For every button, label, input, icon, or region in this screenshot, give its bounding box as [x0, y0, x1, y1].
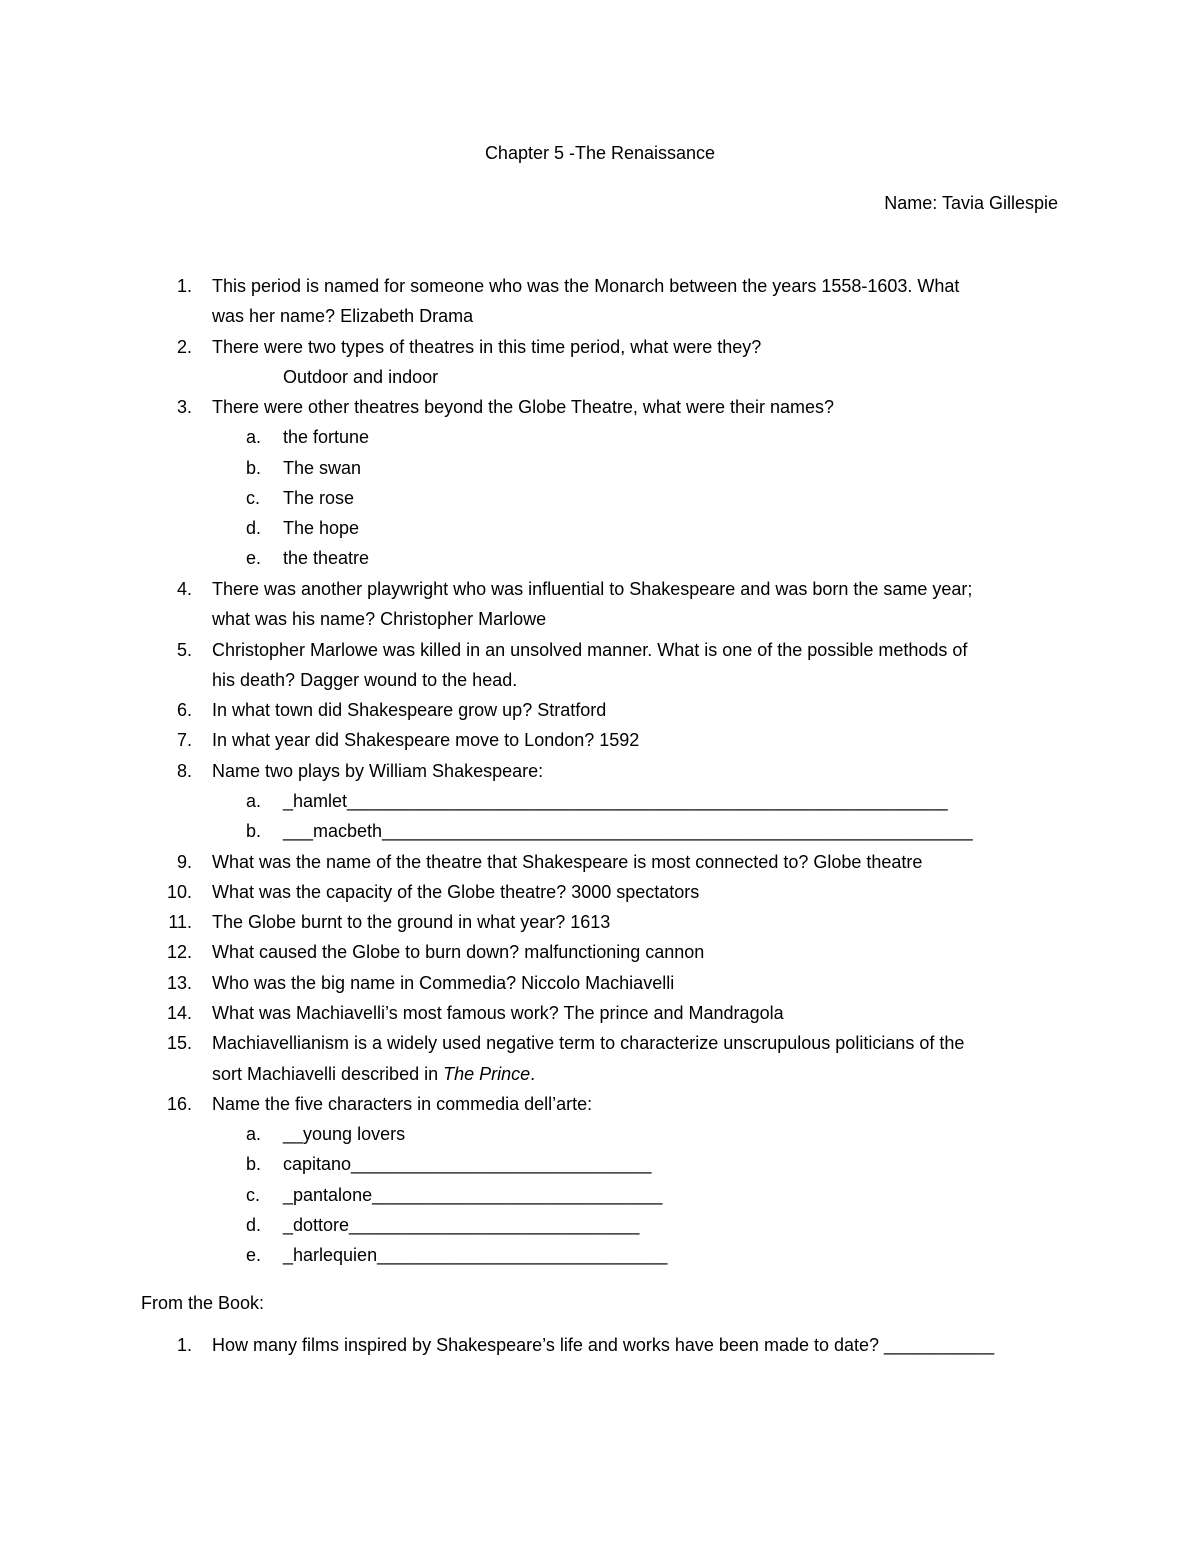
item-letter: b. [246, 821, 262, 841]
question-text: How many films inspired by Shakespeare’s life and works have been made to date? ___________ [212, 1335, 995, 1355]
question-text: There were two types of theatres in this time period, what were they? [212, 337, 762, 357]
question-text: what was his name? Christopher Marlowe [212, 609, 547, 629]
question-text: sort Machiavelli described in [212, 1064, 444, 1084]
question-number: 9. [176, 852, 192, 872]
item-letter: b. [246, 458, 262, 478]
question-number: 16. [166, 1094, 192, 1114]
item-letter: e. [246, 548, 262, 568]
item-text: capitano______________________________ [283, 1154, 652, 1174]
section-heading: From the Book: [141, 1293, 265, 1313]
item-letter: c. [246, 1185, 261, 1205]
item-text: _hamlet____________________________________________________________ [283, 791, 948, 811]
item-letter: a. [246, 791, 262, 811]
item-text: _harlequien_____________________________ [283, 1245, 668, 1265]
question-number: 6. [176, 700, 192, 720]
book-title: The Prince [443, 1064, 531, 1084]
question-number: 13. [166, 973, 192, 993]
question-text: In what town did Shakespeare grow up? Stratford [212, 700, 607, 720]
answer-text: Outdoor and indoor [283, 367, 439, 387]
question-text: The Globe burnt to the ground in what year? 1613 [212, 912, 611, 932]
item-text: The rose [283, 488, 355, 508]
question-text: There were other theatres beyond the Globe Theatre, what were their names? [212, 397, 835, 417]
item-letter: c. [246, 488, 261, 508]
student-name: Name: Tavia Gillespie [884, 193, 1058, 213]
question-number: 15. [166, 1033, 192, 1053]
item-letter: d. [246, 1215, 262, 1235]
punctuation: . [530, 1064, 536, 1084]
question-text: What was the capacity of the Globe theatre? 3000 spectators [212, 882, 700, 902]
question-number: 8. [176, 761, 192, 781]
item-text: ___macbeth___________________________________________________________ [283, 821, 973, 841]
item-text: _dottore_____________________________ [283, 1215, 640, 1235]
question-text: In what year did Shakespeare move to London? 1592 [212, 730, 640, 750]
question-text: his death? Dagger wound to the head. [212, 670, 518, 690]
question-text: Christopher Marlowe was killed in an unsolved manner. What is one of the possible methods of [212, 640, 968, 660]
question-text: Name two plays by William Shakespeare: [212, 761, 544, 781]
item-letter: a. [246, 427, 262, 447]
item-letter: e. [246, 1245, 262, 1265]
question-text: Who was the big name in Commedia? Niccolo Machiavelli [212, 973, 675, 993]
item-text: __young lovers [283, 1124, 406, 1144]
item-letter: a. [246, 1124, 262, 1144]
question-text: Machiavellianism is a widely used negative term to characterize unscrupulous politicians of the [212, 1033, 965, 1053]
page-title: Chapter 5 -The Renaissance [484, 143, 716, 163]
question-number: 1. [176, 276, 192, 296]
item-text: _pantalone_____________________________ [283, 1185, 663, 1205]
question-text: was her name? Elizabeth Drama [212, 306, 474, 326]
question-text: What caused the Globe to burn down? malfunctioning cannon [212, 942, 705, 962]
question-number: 12. [166, 942, 192, 962]
question-text: There was another playwright who was influential to Shakespeare and was born the same year; [212, 579, 973, 599]
question-number: 1. [176, 1335, 192, 1355]
question-text: What was Machiavelli’s most famous work? The prince and Mandragola [212, 1003, 784, 1023]
question-text-line [212, 1062, 535, 1086]
item-text: The hope [283, 518, 360, 538]
item-text: the fortune [283, 427, 370, 447]
question-number: 7. [176, 730, 192, 750]
question-text: This period is named for someone who was the Monarch between the years 1558-1603. What [212, 276, 960, 296]
question-number: 2. [176, 337, 192, 357]
question-number: 4. [176, 579, 192, 599]
item-text: the theatre [283, 548, 370, 568]
question-number: 11. [168, 912, 192, 932]
item-text: The swan [283, 458, 362, 478]
question-number: 5. [176, 640, 192, 660]
question-number: 3. [176, 397, 192, 417]
question-number: 14. [166, 1003, 192, 1023]
item-letter: d. [246, 518, 262, 538]
question-text: What was the name of the theatre that Shakespeare is most connected to? Globe theatre [212, 852, 923, 872]
question-text: Name the five characters in commedia dell’arte: [212, 1094, 593, 1114]
question-number: 10. [166, 882, 192, 902]
item-letter: b. [246, 1154, 262, 1174]
